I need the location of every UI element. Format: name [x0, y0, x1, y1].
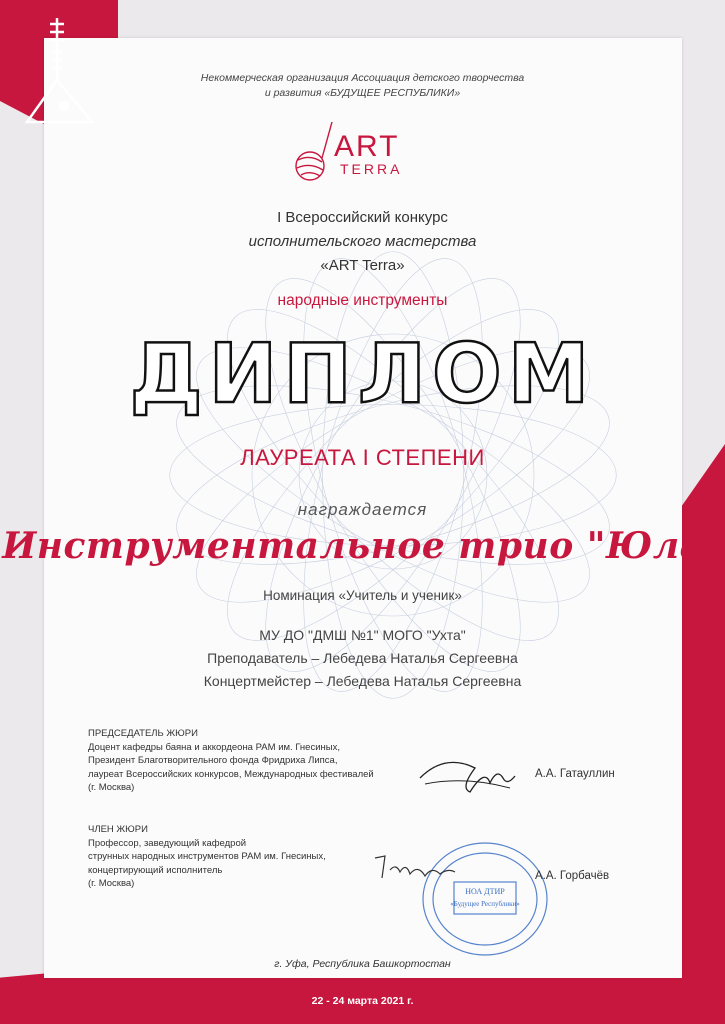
accompanist: Концертмейстер – Лебедева Наталья Сергеевна — [203, 673, 522, 689]
recipient-name: Инструментальное трио "Юла" — [2, 525, 723, 567]
contest-line-3: «ART Terra» — [320, 257, 405, 274]
logo-terra: TERRA — [340, 161, 403, 177]
signature-gataullin — [415, 748, 525, 796]
jury-member-name: А.А. Горбачёв — [535, 870, 610, 882]
jury-chairman-name: А.А. Гатауллин — [535, 768, 615, 780]
jury-desc-line: Доцент кафедры баяна и аккордеона РАМ им. Гнесиных, — [88, 741, 340, 753]
organization-line-1: Некоммерческая организация Ассоциация детского творчества — [200, 72, 525, 84]
jury-desc-line: (г. Москва) — [88, 878, 135, 889]
dates: 22 - 24 марта 2021 г. — [311, 995, 414, 1007]
awarded-label: награждается — [297, 500, 428, 519]
stamp-line-2: «Будущее Республики» — [450, 900, 520, 908]
degree: ЛАУРЕАТА I СТЕПЕНИ — [240, 445, 485, 470]
yarn-ball-icon — [296, 122, 332, 180]
contest-line-2: исполнительского мастерства — [248, 233, 477, 250]
organization-line-2: и развития «БУДУЩЕЕ РЕСПУБЛИКИ» — [264, 87, 461, 99]
jury-desc-line: струнных народных инструментов РАМ им. Гнесиных, — [88, 851, 326, 862]
jury-role: ПРЕДСЕДАТЕЛЬ ЖЮРИ — [88, 728, 198, 739]
jury-chairman — [88, 727, 374, 795]
logo-art: ART — [334, 130, 400, 163]
diploma-title: ДИПЛОМ — [129, 327, 596, 422]
jury-role: ЧЛЕН ЖЮРИ — [88, 824, 148, 835]
balalaika-icon — [12, 10, 102, 130]
contest-line-1: I Всероссийский конкурс — [277, 209, 448, 226]
stamp-line-1: НОА ДТИР — [465, 887, 505, 896]
institution: МУ ДО "ДМШ №1" МОГО "Ухта" — [259, 627, 466, 643]
art-terra-logo — [292, 118, 412, 188]
jury-desc-line: Профессор, заведующий кафедрой — [88, 837, 247, 849]
participant-details — [0, 624, 725, 693]
contest-name — [0, 206, 725, 278]
category: народные инструменты — [277, 292, 448, 309]
nomination: Номинация «Учитель и ученик» — [263, 588, 462, 603]
organization-header — [0, 71, 725, 101]
teacher: Преподаватель – Лебедева Наталья Сергеевна — [207, 650, 518, 666]
jury-desc-line: концертирующий исполнитель — [88, 864, 223, 876]
jury-desc-line: Президент Благотворительного фонда Фридриха Липса, — [88, 755, 338, 766]
jury-desc-line: (г. Москва) — [88, 782, 135, 793]
city: г. Уфа, Республика Башкортостан — [274, 958, 451, 970]
signature-gorbachev — [370, 848, 460, 888]
jury-member — [88, 823, 326, 891]
jury-desc-line: лауреат Всероссийских конкурсов, Международных фестивалей — [88, 768, 374, 780]
